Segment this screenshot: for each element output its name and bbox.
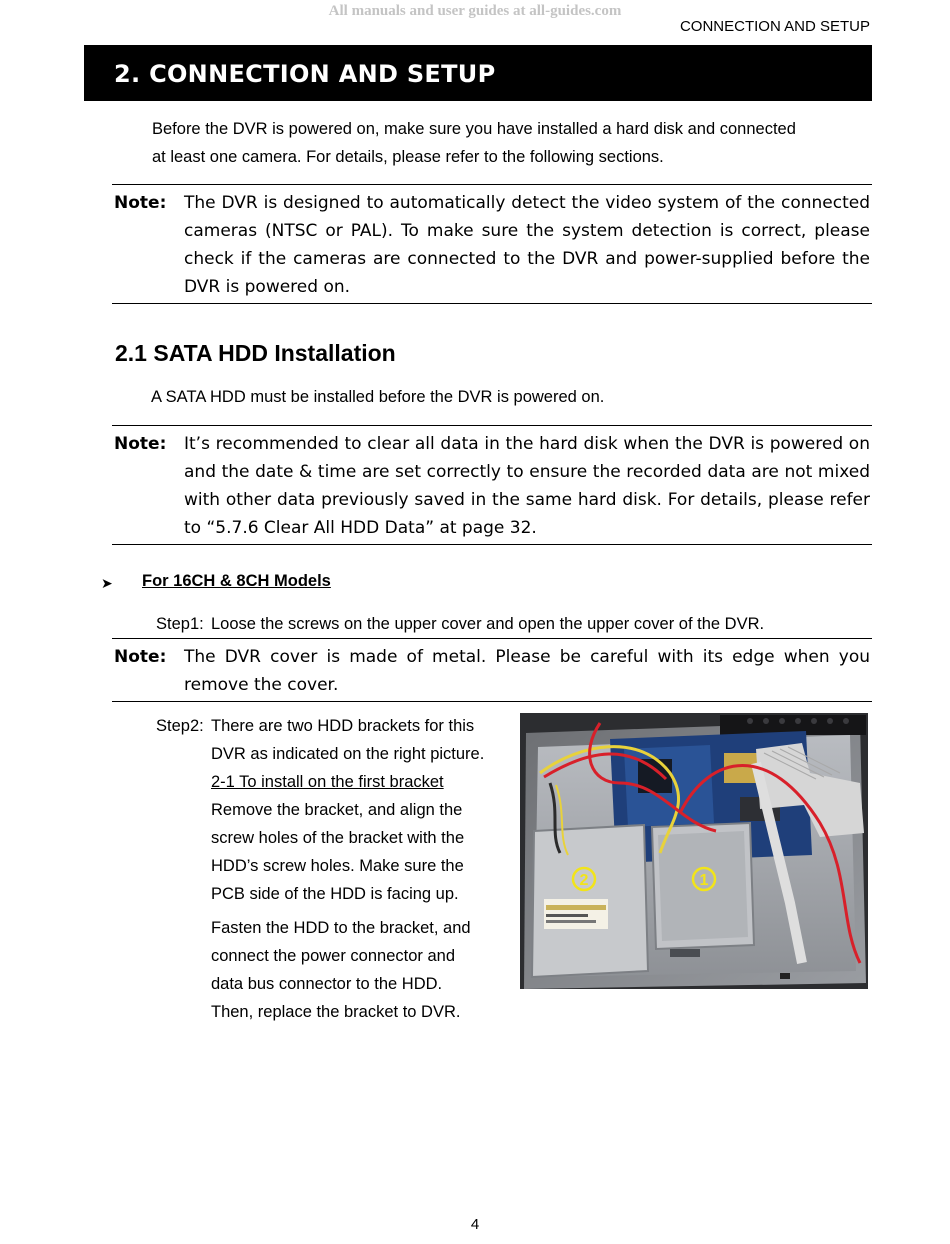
arrow-bullet-icon: ➤ (101, 575, 113, 591)
step2-line: There are two HDD brackets for this (211, 717, 475, 735)
dvr-interior-photo (520, 713, 868, 989)
step2-line: PCB side of the HDD is facing up. (211, 885, 459, 903)
models-heading: For 16CH & 8CH Models (142, 572, 331, 590)
step1-label: Step1: (156, 615, 204, 633)
step2-line: Fasten the HDD to the bracket, and (211, 919, 471, 937)
step2-paragraph-2 (211, 914, 516, 1026)
section-title: 2.1 SATA HDD Installation (115, 340, 396, 366)
step2-sub-heading: 2-1 To install on the first bracket (211, 773, 444, 791)
note-text: The DVR is designed to automatically detect the video system of the connected cameras (NTSC or PAL). To make sure the system detection is correct, please check if the cameras are connected to the DVR and power-supplied before the DVR is powered on. (184, 193, 870, 297)
chapter-title: 2. CONNECTION AND SETUP (114, 60, 496, 88)
note-label: Note: (114, 193, 167, 213)
step2-line: Then, replace the bracket to DVR. (211, 1003, 461, 1021)
note-label: Note: (114, 647, 167, 667)
step2-line: screw holes of the bracket with the (211, 829, 465, 847)
step1-text: Loose the screws on the upper cover and open the upper cover of the DVR. (211, 615, 765, 633)
step2-line: Remove the bracket, and align the (211, 801, 463, 819)
note-label: Note: (114, 434, 167, 454)
bracket-1-marker: 1 (699, 872, 709, 889)
step2-line: data bus connector to the HDD. (211, 975, 443, 993)
step2-text (211, 712, 516, 1026)
intro-line-2: at least one camera. For details, please refer to the following sections. (152, 148, 664, 166)
running-header: CONNECTION AND SETUP (679, 18, 870, 35)
note-text: It’s recommended to clear all data in the hard disk when the DVR is powered on and the date & time are set correctly to ensure the recorded data are not mixed with other data previously saved in the same hard disk. For details, please refer to “5.7.6 Clear All HDD Data” at page 32. (184, 434, 870, 538)
note-detection (112, 184, 872, 304)
intro-line-1: Before the DVR is powered on, make sure you have installed a hard disk and connected (152, 120, 796, 138)
watermark: All manuals and user guides at all-guides.com (328, 3, 622, 19)
step2-line: connect the power connector and (211, 947, 455, 965)
step2-paragraph-1 (211, 796, 516, 908)
page-number: 4 (470, 1216, 480, 1233)
step2-label: Step2: (156, 717, 204, 735)
note-cover (112, 638, 872, 702)
step2-line: HDD’s screw holes. Make sure the (211, 857, 464, 875)
bracket-2-marker: 2 (579, 872, 589, 889)
step2-line: DVR as indicated on the right picture. (211, 745, 485, 763)
section-intro: A SATA HDD must be installed before the DVR is powered on. (151, 388, 605, 406)
note-clear-hdd (112, 425, 872, 545)
note-text: The DVR cover is made of metal. Please be careful with its edge when you remove the cover. (184, 647, 870, 695)
chapter-title-bar (84, 45, 872, 101)
